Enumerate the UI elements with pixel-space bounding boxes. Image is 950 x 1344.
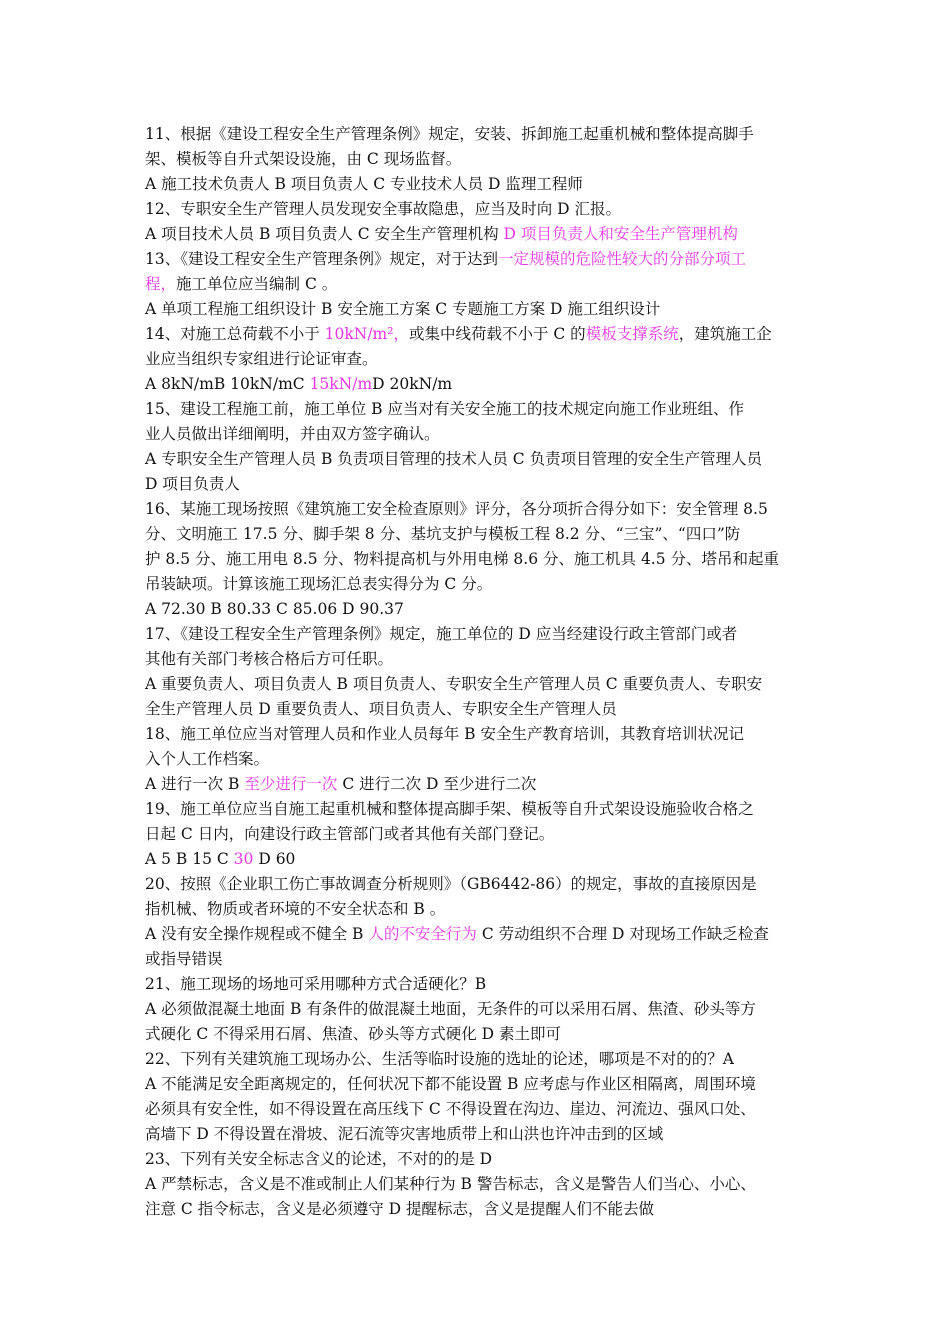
text-line bbox=[145, 797, 809, 822]
text-segment: 式硬化 C 不得采用石屑、焦渣、砂头等方式硬化 D 素土即可 bbox=[145, 1025, 561, 1043]
text-segment: A 施工技术负责人 B 项目负责人 C 专业技术人员 D 监理工程师 bbox=[145, 175, 583, 193]
text-line bbox=[145, 147, 809, 172]
text-segment: C 劳动组织不合理 D 对现场工作缺乏检查 bbox=[476, 925, 769, 943]
text-segment: 14、对施工总荷载不小于 bbox=[145, 325, 325, 343]
text-segment: 注意 C 指令标志，含义是必须遵守 D 提醒标志，含义是提醒人们不能去做 bbox=[145, 1200, 654, 1218]
highlighted-text: 人的不安全行为 bbox=[368, 925, 477, 943]
text-segment: 必须具有安全性，如不得设置在高压线下 C 不得设置在沟边、崖边、河流边、强风口处、 bbox=[145, 1100, 756, 1118]
text-line bbox=[145, 247, 809, 272]
text-line bbox=[145, 1147, 809, 1172]
text-segment: 或集中线荷载不小于 C 的 bbox=[408, 325, 586, 343]
text-line bbox=[145, 472, 809, 497]
text-line bbox=[145, 447, 809, 472]
text-segment: D 60 bbox=[253, 850, 296, 868]
text-segment: A 不能满足安全距离规定的，任何状况下都不能设置 B 应考虑与作业区相隔离，周围环境 bbox=[145, 1075, 756, 1093]
text-line bbox=[145, 322, 809, 347]
text-segment: C 进行二次 D 至少进行二次 bbox=[337, 775, 537, 793]
text-line bbox=[145, 222, 809, 247]
text-line bbox=[145, 1072, 809, 1097]
text-segment: 施工单位应当编制 C 。 bbox=[176, 275, 338, 293]
text-segment: A 进行一次 B bbox=[145, 775, 245, 793]
text-line bbox=[145, 272, 809, 297]
document-body bbox=[145, 122, 809, 1222]
highlighted-text: 程， bbox=[145, 275, 177, 293]
text-segment: 架、模板等自升式架设设施，由 C 现场监督。 bbox=[145, 150, 462, 168]
text-segment: ，建筑施工企 bbox=[678, 325, 772, 343]
text-segment: A 没有安全操作规程或不健全 B bbox=[145, 925, 369, 943]
text-segment: A 单项工程施工组织设计 B 安全施工方案 C 专题施工方案 D 施工组织设计 bbox=[145, 300, 661, 318]
highlighted-text: 15kN/m bbox=[309, 375, 373, 393]
text-line bbox=[145, 972, 809, 997]
text-line bbox=[145, 1097, 809, 1122]
text-line bbox=[145, 572, 809, 597]
text-segment: A 5 B 15 C bbox=[145, 850, 234, 868]
text-line bbox=[145, 1197, 809, 1222]
text-line bbox=[145, 347, 809, 372]
text-segment: A 严禁标志，含义是不准或制止人们某种行为 B 警告标志，含义是警告人们当心、小心、 bbox=[145, 1175, 756, 1193]
text-segment: 或指导错误 bbox=[145, 950, 223, 968]
text-segment: A 72.30 B 80.33 C 85.06 D 90.37 bbox=[145, 600, 404, 618]
text-segment: 12、专职安全生产管理人员发现安全事故隐患，应当及时向 D 汇报。 bbox=[145, 200, 622, 218]
text-line bbox=[145, 747, 809, 772]
text-line bbox=[145, 597, 809, 622]
text-segment: A 重要负责人、项目负责人 B 项目负责人、专职安全生产管理人员 C 重要负责人、专职安 bbox=[145, 675, 763, 693]
text-line bbox=[145, 647, 809, 672]
text-segment: 分、文明施工 17.5 分、脚手架 8 分、基坑支护与模板工程 8.2 分、“三宝”、“四口”防 bbox=[145, 525, 741, 543]
text-segment: 17、《建设工程安全生产管理条例》规定，施工单位的 D 应当经建设行政主管部门或者 bbox=[145, 625, 738, 643]
text-segment: 护 8.5 分、施工用电 8.5 分、物料提高机与外用电梯 8.6 分、施工机具 4.5 分、塔吊和起重 bbox=[145, 550, 780, 568]
text-segment: 业应当组织专家组进行论证审查。 bbox=[145, 350, 378, 368]
text-line bbox=[145, 422, 809, 447]
text-segment: 业人员做出详细阐明，并由双方签字确认。 bbox=[145, 425, 440, 443]
text-line bbox=[145, 397, 809, 422]
text-segment: 指机械、物质或者环境的不安全状态和 B 。 bbox=[145, 900, 446, 918]
text-line bbox=[145, 847, 809, 872]
text-segment: 吊装缺项。计算该施工现场汇总表实得分为 C 分。 bbox=[145, 575, 493, 593]
text-segment: 13、《建设工程安全生产管理条例》规定，对于达到 bbox=[145, 250, 498, 268]
text-segment: A 必须做混凝土地面 B 有条件的做混凝土地面，无条件的可以采用石屑、焦渣、砂头等方 bbox=[145, 1000, 756, 1018]
text-line bbox=[145, 722, 809, 747]
text-segment: 高墙下 D 不得设置在滑坡、泥石流等灾害地质带上和山洪也许冲击到的区域 bbox=[145, 1125, 664, 1143]
text-line bbox=[145, 697, 809, 722]
text-line bbox=[145, 947, 809, 972]
text-line bbox=[145, 822, 809, 847]
text-segment: 全生产管理人员 D 重要负责人、项目负责人、专职安全生产管理人员 bbox=[145, 700, 617, 718]
text-line bbox=[145, 547, 809, 572]
text-line bbox=[145, 522, 809, 547]
text-line bbox=[145, 672, 809, 697]
highlighted-text: 模板支撑系统 bbox=[585, 325, 679, 343]
text-segment: 18、施工单位应当对管理人员和作业人员每年 B 安全生产教育培训，其教育培训状况记 bbox=[145, 725, 744, 743]
text-segment: A 项目技术人员 B 项目负责人 C 安全生产管理机构 bbox=[145, 225, 504, 243]
highlighted-text: 至少进行一次 bbox=[244, 775, 338, 793]
text-line bbox=[145, 922, 809, 947]
text-line bbox=[145, 1172, 809, 1197]
text-segment: 21、施工现场的场地可采用哪种方式合适硬化？B bbox=[145, 975, 487, 993]
text-line bbox=[145, 1022, 809, 1047]
text-line bbox=[145, 872, 809, 897]
text-segment: 16、某施工现场按照《建筑施工安全检查原则》评分，各分项折合得分如下：安全管理 8.5 bbox=[145, 500, 768, 518]
text-line bbox=[145, 1047, 809, 1072]
text-segment: D 20kN/m bbox=[372, 375, 453, 393]
text-segment: 入个人工作档案。 bbox=[145, 750, 270, 768]
text-line bbox=[145, 997, 809, 1022]
highlighted-text: 10kN/m²， bbox=[324, 325, 409, 343]
highlighted-text: 30 bbox=[233, 850, 254, 868]
text-segment: 15、建设工程施工前，施工单位 B 应当对有关安全施工的技术规定向施工作业班组、作 bbox=[145, 400, 744, 418]
text-line bbox=[145, 1122, 809, 1147]
text-segment: 19、施工单位应当自施工起重机械和整体提高脚手架、模板等自升式架设设施验收合格之 bbox=[145, 800, 754, 818]
text-line bbox=[145, 622, 809, 647]
text-segment: A 8kN/mB 10kN/mC bbox=[145, 375, 310, 393]
text-line bbox=[145, 297, 809, 322]
text-line bbox=[145, 372, 809, 397]
text-line bbox=[145, 772, 809, 797]
highlighted-text: D 项目负责人和安全生产管理机构 bbox=[503, 225, 738, 243]
text-line bbox=[145, 122, 809, 147]
text-segment: 其他有关部门考核合格后方可任职。 bbox=[145, 650, 394, 668]
text-segment: A 专职安全生产管理人员 B 负责项目管理的技术人员 C 负责项目管理的安全生产管理人员 bbox=[145, 450, 763, 468]
text-segment: 23、下列有关安全标志含义的论述，不对的的是 D bbox=[145, 1150, 493, 1168]
highlighted-text: 一定规模的危险性较大的分部分项工 bbox=[497, 250, 746, 268]
text-line bbox=[145, 497, 809, 522]
text-segment: 20、按照《企业职工伤亡事故调查分析规则》（GB6442-86）的规定，事故的直接原因是 bbox=[145, 875, 757, 893]
text-segment: 日起 C 日内，向建设行政主管部门或者其他有关部门登记。 bbox=[145, 825, 555, 843]
text-segment: 11、根据《建设工程安全生产管理条例》规定，安装、拆卸施工起重机械和整体提高脚手 bbox=[145, 125, 754, 143]
text-line bbox=[145, 197, 809, 222]
text-line bbox=[145, 897, 809, 922]
text-segment: 22、下列有关建筑施工现场办公、生活等临时设施的选址的论述，哪项是不对的的？A bbox=[145, 1050, 734, 1068]
text-line bbox=[145, 172, 809, 197]
text-segment: D 项目负责人 bbox=[145, 475, 240, 493]
